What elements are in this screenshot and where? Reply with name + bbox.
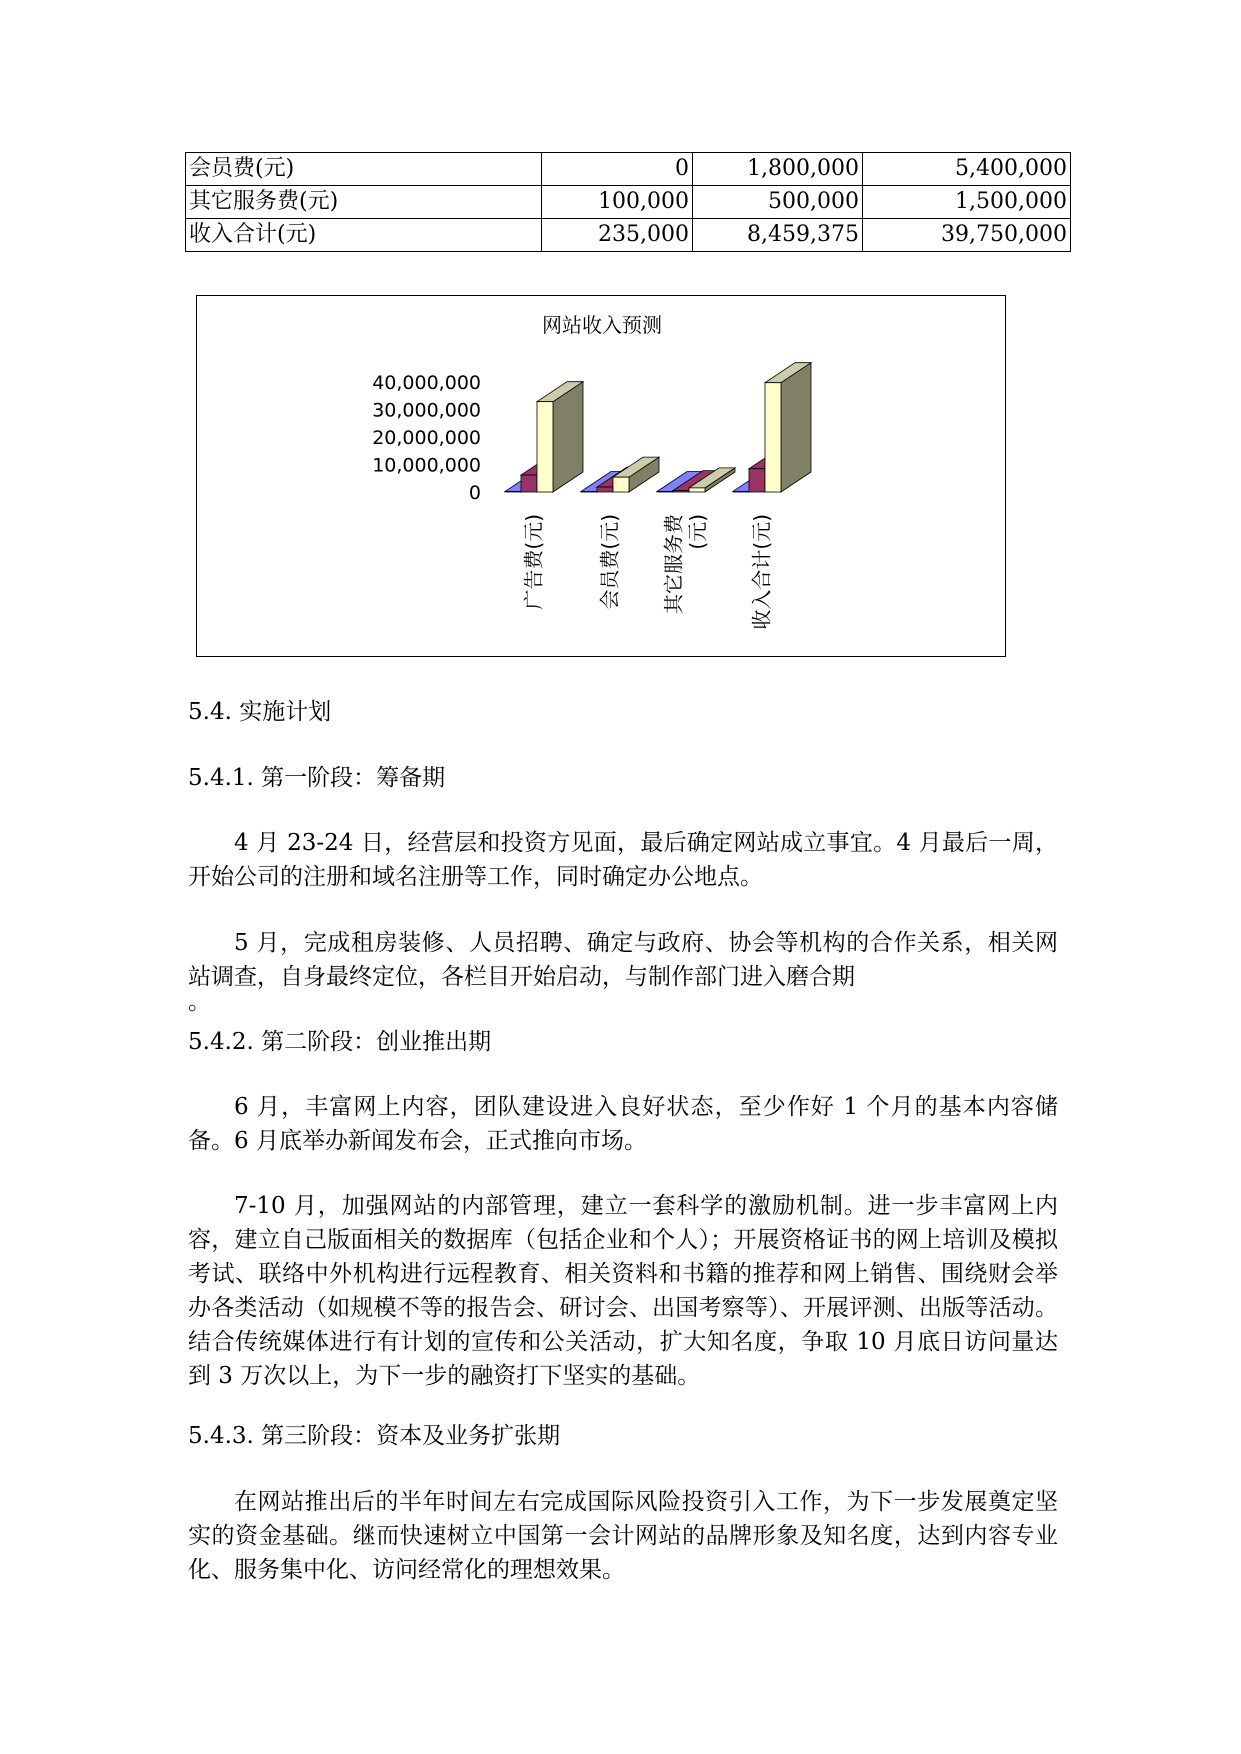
bar-front: [765, 383, 781, 492]
y-tick-label: 0: [468, 482, 481, 504]
cell-year3: 5,400,000: [863, 153, 1071, 186]
section-heading-5-4-1: 5.4.1. 第一阶段：筹备期: [188, 765, 446, 791]
bar-front: [581, 492, 597, 493]
row-label: 其它服务费(元): [186, 186, 542, 219]
x-category-label: (元): [685, 514, 710, 550]
paragraph: 7-10 月，加强网站的内部管理，建立一套科学的激励机制。进一步丰富网上内容，建立自己版面相关的数据库（包括企业和个人）；开展资格证书的网上培训及模拟考试、联络中外机构进行远程教育、相关资料和书籍的推荐和网上销售、围绕财会举办各类活动（如规模不等的报告会、研讨会、出国考察等）、开展评测、出版等活动。结合传统媒体进行有计划的宣传和公关活动，扩大知名度，争取 10 月底日访问量达到 3 万次以上，为下一步的融资打下坚实的基础。: [188, 1193, 1058, 1389]
bar-side: [781, 363, 811, 492]
y-tick-label: 30,000,000: [372, 399, 481, 422]
bar-front: [657, 492, 673, 493]
y-tick-label: 20,000,000: [372, 427, 481, 449]
cell-year3: 39,750,000: [863, 219, 1071, 252]
row-label: 收入合计(元): [186, 219, 542, 252]
bar: [765, 363, 811, 492]
bar-front: [749, 469, 765, 492]
y-tick-label: 40,000,000: [372, 372, 481, 394]
section-heading-5-4-3: 5.4.3. 第三阶段：资本及业务扩张期: [188, 1423, 561, 1449]
section-heading-5-4: 5.4. 实施计划: [188, 699, 332, 725]
bar-front: [521, 475, 537, 492]
bar: [613, 457, 659, 492]
paragraph-tail: 。: [188, 989, 211, 1015]
cell-year1: 100,000: [542, 186, 693, 219]
bar-front: [597, 487, 613, 492]
bar: [537, 382, 583, 492]
bar-front: [613, 477, 629, 492]
row-label: 会员费(元): [186, 153, 542, 186]
cell-year2: 8,459,375: [693, 219, 863, 252]
chart-title: 网站收入预测: [542, 313, 662, 337]
paragraph: 5 月，完成租房装修、人员招聘、确定与政府、协会等机构的合作关系，相关网站调查，自身最终定位，各栏目开始启动，与制作部门进入磨合期: [188, 930, 1058, 990]
cell-year1: 0: [542, 153, 693, 186]
bar-front: [733, 491, 749, 492]
table-row: [186, 186, 1071, 219]
cell-year3: 1,500,000: [863, 186, 1071, 219]
x-category-label: 收入合计(元): [749, 514, 774, 630]
section-heading-5-4-2: 5.4.2. 第二阶段：创业推出期: [188, 1029, 492, 1055]
paragraph: 在网站推出后的半年时间左右完成国际风险投资引入工作，为下一步发展奠定坚实的资金基础。继而快速树立中国第一会计网站的品牌形象及知名度，达到内容专业化、服务集中化、访问经常化的理想效果。: [188, 1489, 1058, 1583]
cell-year2: 500,000: [693, 186, 863, 219]
revenue-chart-frame: [196, 295, 1006, 657]
x-category-label: 会员费(元): [597, 514, 622, 610]
paragraph: 6 月，丰富网上内容，团队建设进入良好状态，至少作好 1 个月的基本内容储备。6 月底举办新闻发布会，正式推向市场。: [188, 1094, 1058, 1154]
revenue-chart: [197, 296, 1005, 656]
bar-front: [689, 488, 705, 492]
paragraph: 4 月 23-24 日，经营层和投资方见面，最后确定网站成立事宜。4 月最后一周，开始公司的注册和域名注册等工作，同时确定办公地点。: [188, 830, 1058, 890]
bar-front: [537, 402, 553, 492]
table-row: [186, 153, 1071, 186]
x-category-label: 其它服务费: [661, 514, 686, 614]
revenue-table: [185, 152, 1071, 252]
cell-year2: 1,800,000: [693, 153, 863, 186]
cell-year1: 235,000: [542, 219, 693, 252]
x-category-label: 广告费(元): [521, 514, 546, 610]
bar-front: [505, 492, 521, 493]
bar-front: [673, 491, 689, 492]
table-row: [186, 219, 1071, 252]
y-tick-label: 10,000,000: [372, 454, 481, 477]
